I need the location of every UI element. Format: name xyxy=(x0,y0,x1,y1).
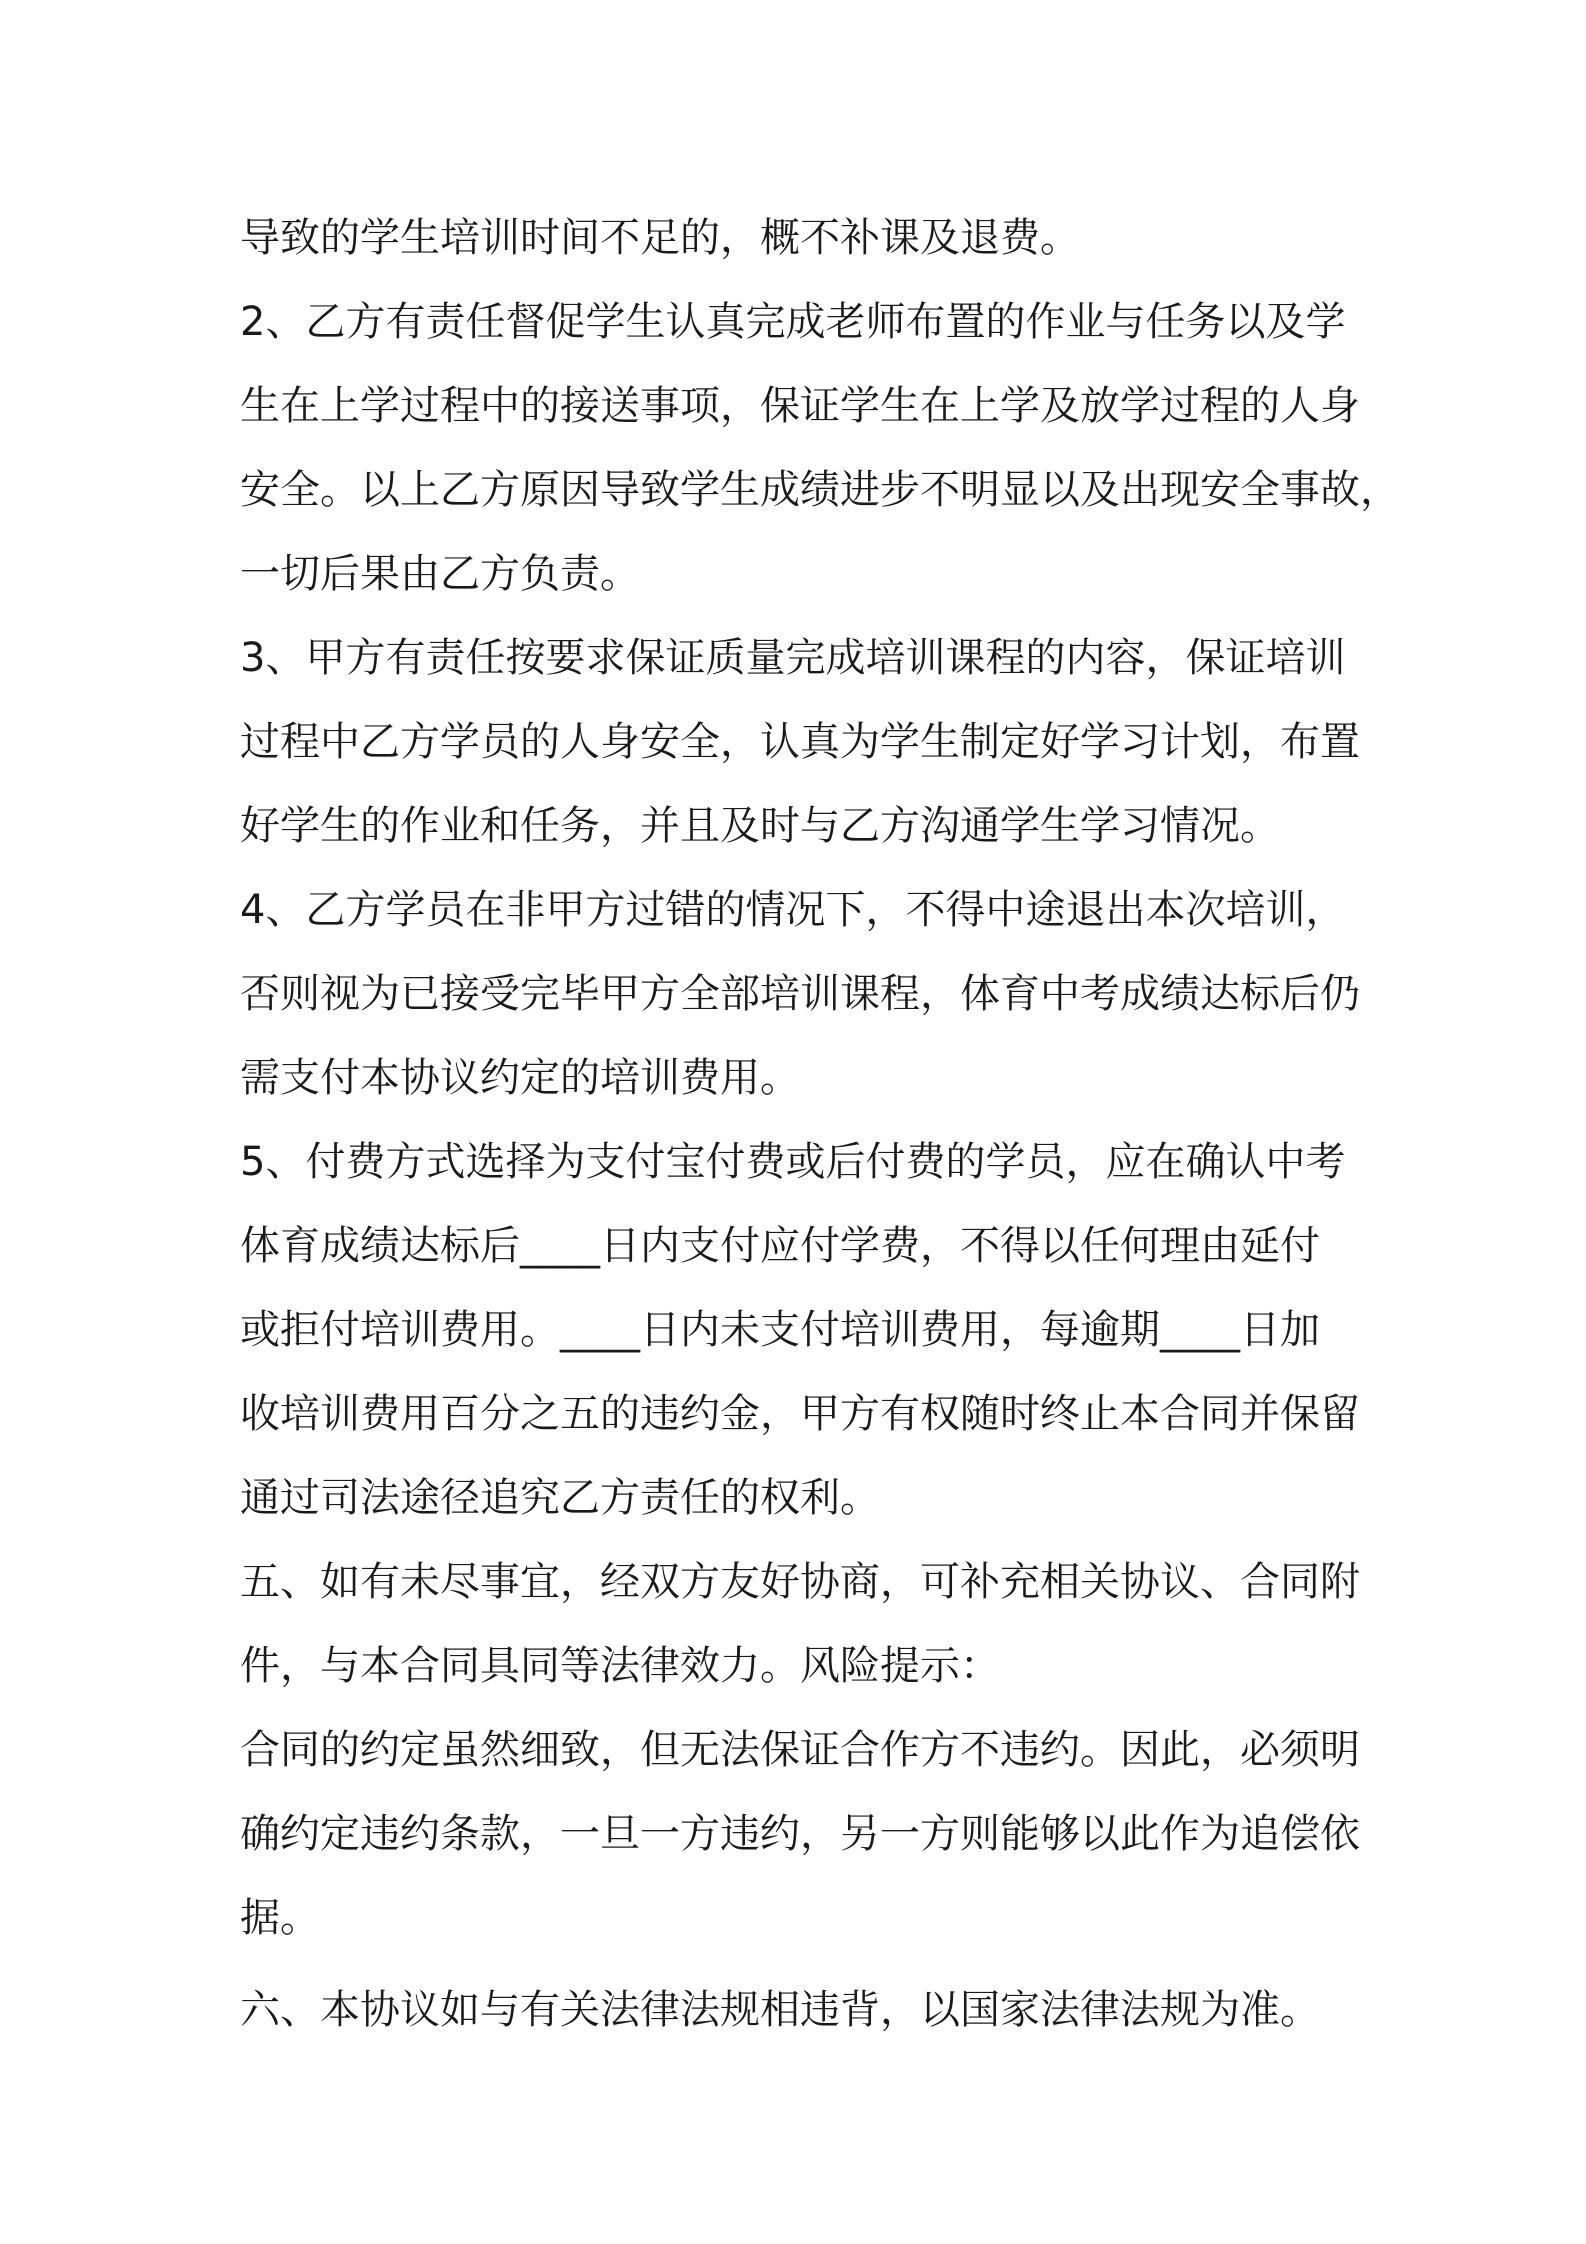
text-line: 需支付本协议约定的培训费用。 xyxy=(240,1055,800,1101)
text-line: 据。 xyxy=(240,1895,320,1941)
text-line: 4、乙方学员在非甲方过错的情况下，不得中途退出本次培训， xyxy=(240,887,1346,933)
text-line: 件，与本合同具同等法律效力。风险提示： xyxy=(240,1643,1000,1689)
text-line: 好学生的作业和任务，并且及时与乙方沟通学生学习情况。 xyxy=(240,803,1280,849)
text-line: 过程中乙方学员的人身安全，认真为学生制定好学习计划，布置 xyxy=(240,719,1360,765)
text-line: 导致的学生培训时间不足的，概不补课及退费。 xyxy=(240,215,1080,261)
text-line: 2、乙方有责任督促学生认真完成老师布置的作业与任务以及学 xyxy=(240,299,1346,345)
text-line: 5、付费方式选择为支付宝付费或后付费的学员，应在确认中考 xyxy=(240,1139,1346,1185)
text-line: 生在上学过程中的接送事项，保证学生在上学及放学过程的人身 xyxy=(240,383,1360,429)
text-line: 否则视为已接受完毕甲方全部培训课程，体育中考成绩达标后仍 xyxy=(240,971,1360,1017)
document-body xyxy=(240,196,1400,2052)
text-line: 合同的约定虽然细致，但无法保证合作方不违约。因此，必须明 xyxy=(240,1727,1360,1773)
text-line: 或拒付培训费用。____日内未支付培训费用，每逾期____日加 xyxy=(240,1307,1320,1353)
text-line: 体育成绩达标后____日内支付应付学费，不得以任何理由延付 xyxy=(240,1223,1320,1269)
text-line: 安全。以上乙方原因导致学生成绩进步不明显以及出现安全事故， xyxy=(240,467,1400,513)
text-line: 五、如有未尽事宜，经双方友好协商，可补充相关协议、合同附 xyxy=(240,1559,1360,1605)
text-line: 六、本协议如与有关法律法规相违背，以国家法律法规为准。 xyxy=(240,1987,1320,2033)
text-line: 3、甲方有责任按要求保证质量完成培训课程的内容，保证培训 xyxy=(240,635,1346,681)
text-line: 一切后果由乙方负责。 xyxy=(240,551,640,597)
text-line: 通过司法途径追究乙方责任的权利。 xyxy=(240,1475,880,1521)
text-line: 确约定违约条款，一旦一方违约，另一方则能够以此作为追偿依 xyxy=(240,1811,1360,1857)
text-line: 收培训费用百分之五的违约金，甲方有权随时终止本合同并保留 xyxy=(240,1391,1360,1437)
